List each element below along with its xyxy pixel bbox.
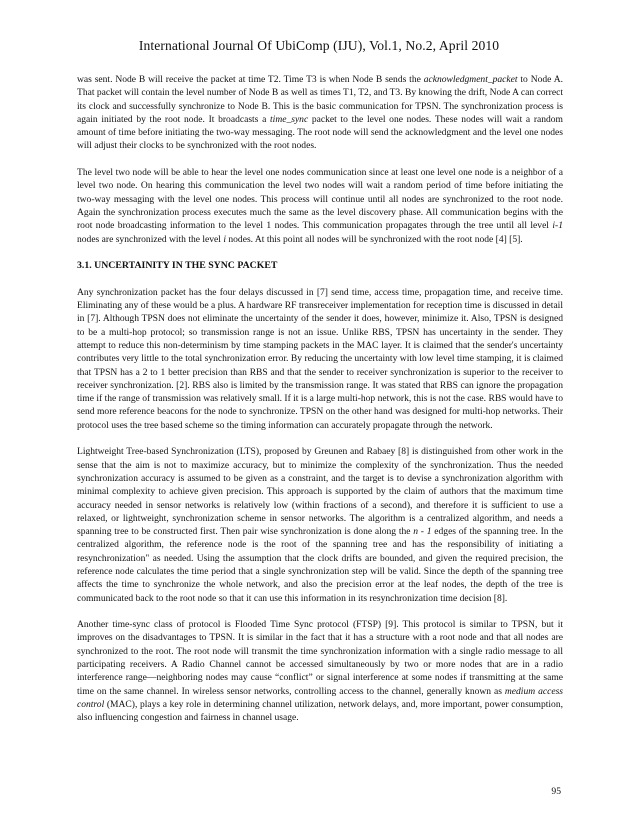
running-header: International Journal Of UbiComp (IJU), Vol.1, No.2, April 2010 [138,38,500,53]
paragraph-lts: Lightweight Tree-based Synchronization (LTS), proposed by Greunen and Rabaey [8] is distinguished from other work in the sense that the aim is not to maximize accuracy, but to minimize the complexity of the synchronization. Thus the needed synchronization accuracy is assumed to be given as a constraint, and the target is to devise a synchronization algorithm with minimal complexity to achieve given precision. This approach is supported by the claim of authors that the maximum time accuracy needed in sensor networks is relatively low (within fractions of a second), and therefore it is sufficient to use a relaxed, or lightweight, synchronization scheme in sensor networks. The algorithm is a centralized algorithm, and needs a spanning tree to be constructed first. Then pair wise synchronization is done along the n - 1 edges of the spanning tree. In the centralized algorithm, the reference node is the root of the spanning tree and has the responsibility of initiating a resynchronization" as needed. Using the assumption that the clock drifts are bounded, and given the required precision, the reference node calculates the time period that a single synchronization step will be valid. Since the depth of the spanning tree affects the time to synchronize the whole network, and also the precision error at the leaf nodes, the depth of the tree is communicated back to the root node so that it can use this information in its resynchronization time decision [8]. [77,446,564,604]
paragraph-uncertainty: Any synchronization packet has the four delays discussed in [7] send time, access time, propagation time, and receive time. Eliminating any of these would be a plus. A hardware RF transreceiver implementation for reception time is discussed in detail in [7]. Although TPSN does not eliminate the uncertainty of the sender it does, however, minimize it. Also, TPSN is designed to be a multi-hop protocol; so transmission range is not an issue. Unlike RBS, TPSN has uncertainty in the sender. They attempt to reduce this non-determinism by time stamping packets in the MAC layer. It is claimed that the sender's uncertainty contributes very little to the total synchronization error. By reducing the uncertainty with low level time stamping, it is claimed that TPSN has a 2 to 1 better precision than RBS and that the sender to receiver synchronization is superior to the receiver to receiver synchronization. [2]. RBS also is limited by the transmission range. It was stated that RBS can ignore the propagation time if the range of transmission was relatively small. If it is a large multi-hop network, this is not the case. RBS would have to send more reference beacons for the node to synchronize. TPSN on the other hand was designed for multi-hop networks. Their protocol uses the tree based scheme so the timing information can accurately propagate through the network. [77,286,563,431]
term-i: i [223,233,226,245]
page-number: 95 [551,786,561,797]
term-acknowledgment-packet: acknowledgment_packet [423,74,518,85]
term-i-minus-1: i-1 [552,220,563,232]
article-body [77,73,563,738]
term-medium-access-control: medium access control [77,685,563,710]
section-heading: 3.1. UNCERTAINITY IN THE SYNC PACKET [77,260,278,272]
term-time-sync: time_sync [270,113,309,125]
paragraph-level-two: The level two node will be able to hear the level one nodes communication since at least one level one node is a neighbor of a level two node. On hearing this communication the level two nodes will wait a random period of time before initiating the two-way messaging with the level one nodes. This process will continue until all nodes are synchronized to the root node. Again the synchronization process executes much the same as the level discovery phase. All communication begins with the root node broadcasting information to the level 1 nodes. This communication propagates through the tree until all level i-1 nodes are synchronized with the level i nodes. At this point all nodes will be synchronized with the root node [4] [5]. [77,167,563,245]
paragraph-tpsn-sync: was sent. Node B will receive the packet at time T2. Time T3 is when Node B sends the acknowledgment_packet to Node A. That packet will contain the level number of Node B as well as times T1, T2, and T3. By knowing the drift, Node A can correct its clock and successfully synchronize to Node B. This is the basic communication for TPSN. The synchronization process is again initiated by the root node. It broadcasts a time_sync packet to the level one nodes. These nodes will wait a random amount of time before initiating the two-way messaging. The root node will send the acknowledgment and the level one nodes will adjust their clocks to be synchronized with the root nodes. [77,74,563,152]
term-n-minus-1: n - 1 [413,526,432,538]
paragraph-ftsp: Another time-sync class of protocol is Flooded Time Sync protocol (FTSP) [9]. This protocol is similar to TPSN, but it improves on the disadvantages to TPSN. It is similar in the fact that it has a structure with a root node and that all nodes are synchronized to the root. The root node will transmit the time synchronization information with a single radio message to all participating receivers. A Radio Channel cannot be accessed simultaneously by two or more nodes that are in a radio interference range—neighboring nodes may cause “conflict” or signal interference at some nodes if transmitting at the same time on the same channel. In wireless sensor networks, controlling access to the channel, generally known as medium access control (MAC), plays a key role in determining channel utilization, network delays, and, more important, power consumption, also influencing congestion and fairness in channel usage. [77,619,563,724]
